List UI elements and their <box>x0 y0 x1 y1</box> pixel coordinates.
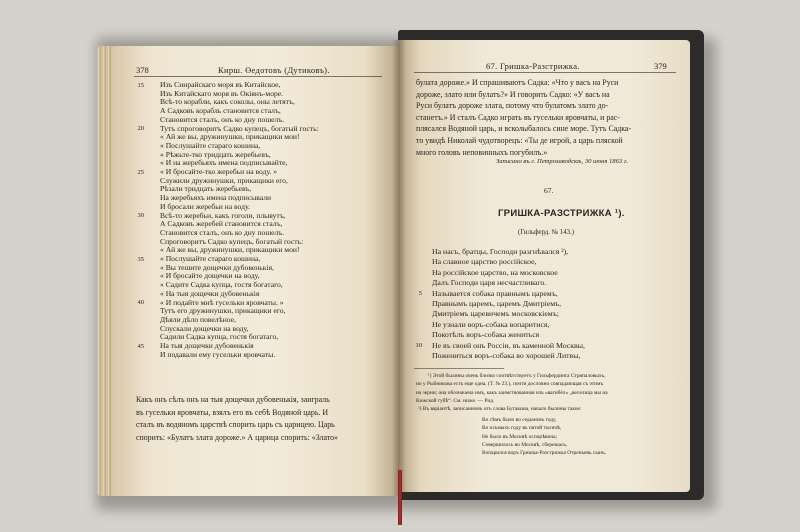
prose-line: булата дороже.» И спрашиваютъ Садка: «Что у васъ на Руси <box>416 78 619 87</box>
verse-line: Спускали дощечки на воду, <box>160 323 249 333</box>
footnote-verse-line: Во сѣмъ было во седьмомъ году, <box>482 417 557 423</box>
verse-line: Становится сталъ, онъ ко дну пошелъ. <box>160 227 285 237</box>
line-number: 10 <box>415 342 422 350</box>
song-number: 67. <box>544 186 554 195</box>
verse-line: На славное царство россійское, <box>432 257 537 267</box>
verse-line: « На тыя дощечки дубовенькія <box>160 288 260 298</box>
footnote-verse-line: Вопарился воръ Гришка-Разстрижка Отрепьевъ сынъ. <box>482 450 606 457</box>
verse-line: « Послушайте стараго кошина, <box>160 140 261 150</box>
verse-line: « И бросайте-тко жеребьи на воду. » <box>160 167 278 176</box>
prose-line: въ гусельки яровчаты, взялъ его въ себѣ Водяной царь. И <box>136 407 329 417</box>
verse-line: Служили дружинушки, прикащики его, <box>160 175 288 185</box>
verse-line: Не въ своей онъ Россіи, въ каменной Москвы, <box>432 340 585 350</box>
footnote-line: ¹) Этой былины очень близко соотвѣтствуетъ у Гильфердинга Стряпаловыхъ, <box>428 373 606 379</box>
verse-line: На насъ, братцы, Господи разгнѣвался ²), <box>432 247 569 256</box>
verse-line: « Вы тешите дощечки дубовенькія, <box>160 262 274 272</box>
verse-line: « Садите Садка купца, гостя богатаго, <box>160 280 283 290</box>
verse-line: Покотѣлъ воръ-собака жениться <box>432 330 540 340</box>
verse-line: И бросали жеребьи на воду. <box>160 201 250 211</box>
left-running-head: Кирш. Өедотовъ (Дутиковъ). <box>218 65 330 75</box>
verse-line: Всѣ-то жеребьи, какъ гоголи, плывутъ, <box>160 210 286 220</box>
verse-line: Садили Садка купца, гостя богатаго, <box>160 332 279 342</box>
verse-line: Называется собака правнымъ царемъ, <box>432 288 558 298</box>
left-page <box>112 46 400 496</box>
verse-line: А Садковъ жеребей становится сталъ, <box>160 219 283 229</box>
line-number: 35 <box>137 255 144 263</box>
footnote-line: ²) Въ варіантѣ, записанномъ отъ слова Бутакина, начало былины такое: <box>418 406 582 413</box>
verse-line: Тутъ спроговоритъ Садко купецъ, богатый гость: <box>160 123 319 133</box>
prose-line: Какъ онъ сѣлъ онъ на тыя дощечки дубовенькія, заиграль <box>136 395 330 404</box>
prose-line: плясался Водяной царь, и всколыбалось сине море. Тутъ Садка- <box>416 124 632 134</box>
verse-line: Дѣяли дѣло повелѣное, <box>160 314 236 324</box>
verse-line: Изъ Китайскаго моря въ Окіянъ-море. <box>160 88 284 98</box>
footnote-verse-line: Совершилось во Москвѣ, сберешась, <box>482 441 568 448</box>
prose-line: станетъ.» И сталъ Садко играть въ гусельки яровчаты, и рас- <box>416 112 620 122</box>
verse-line: А Садковъ корабль становится сталъ, <box>160 106 281 116</box>
verse-line: На тыя дощечки дубовенькія <box>160 341 254 350</box>
prose-line: сталъ въ водяномъ царствѣ спорить царь съ царицею. Царь <box>136 420 335 429</box>
verse-line: На россійское царство, на московское <box>432 267 558 277</box>
verse-line: Изъ Синрайскаго моря въ Китайское, <box>160 80 281 89</box>
verse-line: « И подайте мнѣ гусельки яровчаты. » <box>160 297 284 307</box>
right-page <box>398 40 690 492</box>
verse-line: И подавали ему гусельки яровчаты. <box>160 349 276 359</box>
footnote-verse-line: Во осьмыхъ году въ пятой тысячѣ, <box>482 425 562 432</box>
verse-line: Пожениться воръ-собака во хорошей Литвы, <box>432 351 581 360</box>
verse-line: Становится сталъ, онъ ко дну пошелъ. <box>160 114 285 124</box>
footnote-rule <box>414 368 504 369</box>
verse-line: « Послушайте стараго кошина, <box>160 254 261 263</box>
footnote-line: Кижской губѣ“. См. ниже. — Рид. <box>416 397 495 404</box>
song-title: ГРИШКА-РАЗСТРИЖКА ¹). <box>498 208 625 219</box>
recording-note: Записано въ г. Петрозаводскѣ, 30 июня 1863 г. <box>496 158 628 165</box>
left-page-number: 378 <box>136 65 149 75</box>
line-number: 40 <box>137 299 144 306</box>
prose-line: то увидѣ Николай чудотворецъ: «Ты де игрой, а царь пляской <box>416 136 623 145</box>
prose-line: дороже, злато или булатъ?» И говорить Садко: «У васъ на <box>416 89 610 99</box>
line-number: 45 <box>137 342 144 350</box>
line-number: 20 <box>137 125 144 132</box>
footnote-line: но у Рыбникова есть еще одна, (Т. № 23.), почти дословно совпадающая съ этимъ <box>416 381 604 388</box>
verse-line: « Рѣжьте-тко тридцать жеребьевъ, <box>160 149 271 159</box>
footnote-verse-line: Не было въ Москвѣ оспорѣвича; <box>482 433 558 440</box>
verse-line: Тутъ его дружинушки, прикащики его, <box>160 306 286 316</box>
verse-line: « Ай же вы, дружинушки, прикащики мои! <box>160 132 300 142</box>
header-rule <box>414 72 676 73</box>
footnote-line: на зерни; она обозначена имъ, какъ заимствованная изъ «вагибёл» „веселица мы на <box>416 389 608 396</box>
verse-line: На жеребьяхъ имена подписывали <box>160 193 272 203</box>
right-page-number: 379 <box>654 61 667 71</box>
line-number: 5 <box>418 290 422 298</box>
song-subtitle: (Гильферд. № 143.) <box>518 229 574 236</box>
prose-line: Руси булатъ дороже злата, потому что булатомъ злато до- <box>416 101 609 111</box>
verse-line: Правнымъ царемъ, царемъ Дмитріемъ, <box>432 299 562 308</box>
verse-line: « И бросайте дощечки на воду, <box>160 271 260 281</box>
verse-line: Далъ Господи царя несчастливаго. <box>432 278 547 288</box>
prose-line: спорить: «Булатъ злата дороже.» А царица спорить: «Злато» <box>136 432 339 442</box>
prose-line: много головъ неповинныхъ погубилъ.» <box>416 147 548 157</box>
line-number: 25 <box>137 168 144 176</box>
verse-line: Всѣ-то корабли, какъ соколы, оны летятъ, <box>160 97 295 107</box>
line-number: 15 <box>137 81 144 89</box>
ribbon-bookmark <box>398 470 402 525</box>
verse-line: Рѣзали тридцать жеребьевъ, <box>160 184 252 194</box>
verse-line: Не узнали воръ-собака вопаритися, <box>432 319 550 329</box>
header-rule <box>134 76 382 77</box>
verse-line: Дмитріемъ царевичемъ московскіемъ; <box>432 309 559 319</box>
line-number: 30 <box>137 212 144 219</box>
verse-line: « Ай же вы, дружинушки, прикащики мои! <box>160 245 300 255</box>
right-running-head: 67. Гришка-Разстрижка. <box>486 61 580 71</box>
verse-line: Спроговоритъ Садко купецъ, богатый гость: <box>160 236 304 246</box>
book-gutter <box>392 40 406 496</box>
verse-line: « И на жеребьяхъ имена подписывайте, <box>160 158 288 168</box>
